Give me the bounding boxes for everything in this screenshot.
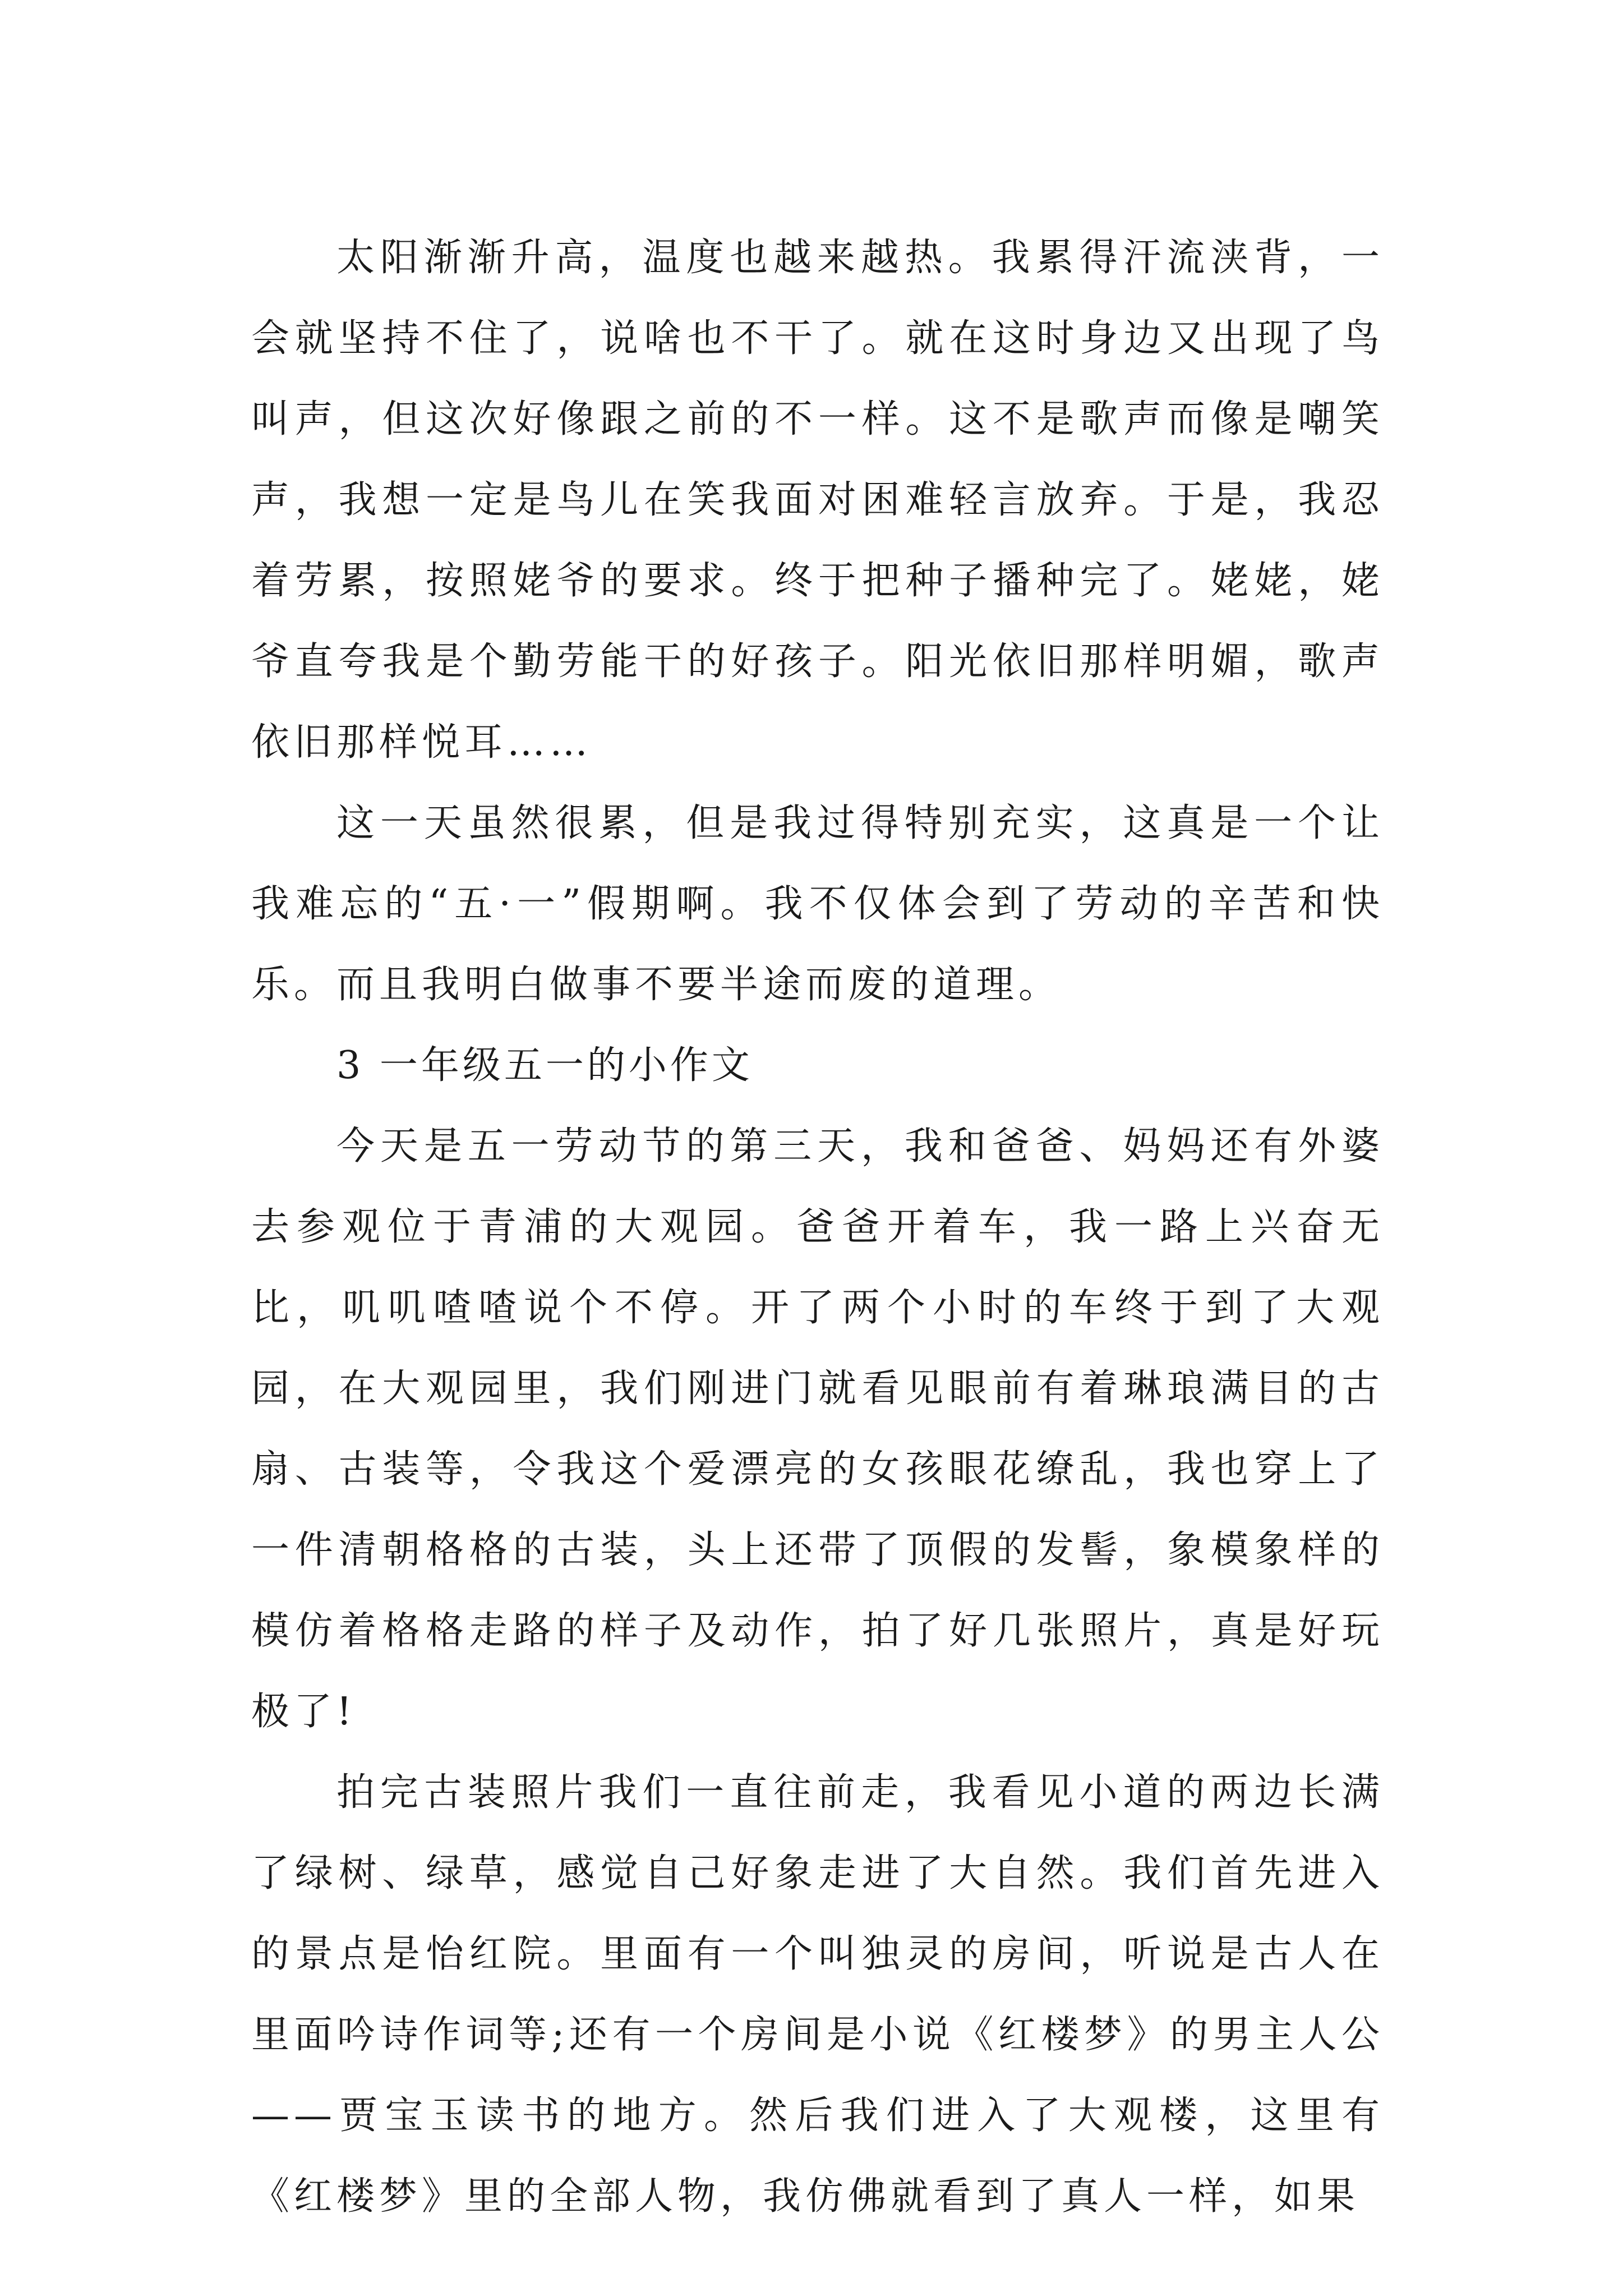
paragraph-holiday-reflection: 这一天虽然很累，但是我过得特别充实，这真是一个让我难忘的“五·一”假期啊。我不仅体会到了劳动的辛苦和快乐。而且我明白做事不要半途而废的道理。 [251, 801, 1384, 1007]
section-heading: 3 一年级五一的小作文 [336, 1043, 753, 1088]
paragraph-sunrise-labor: 太阳渐渐升高，温度也越来越热。我累得汗流浃背，一会就坚持不住了，说啥也不干了。就在这时身边又出现了鸟叫声，但这次好像跟之前的不一样。这不是歌声而像是嘲笑声，我想一定是鸟儿在笑我面对困难轻言放弃。于是，我忍着劳累，按照姥爷的要求。终于把种子播种完了。姥姥，姥爷直夸我是个勤劳能干的好孩子。阳光依旧那样明媚，歌声依旧那样悦耳…… [251, 236, 1384, 765]
paragraph-yihong-courtyard: 拍完古装照片我们一直往前走，我看见小道的两边长满了绿树、绿草，感觉自己好象走进了大自然。我们首先进入的景点是怡红院。里面有一个叫独灵的房间，听说是古人在里面吟诗作词等;还有一个房间是小说《红楼梦》的男主人公——贾宝玉读书的地方。然后我们进入了大观楼，这里有《红楼梦》里的全部人物，我仿佛就看到了真人一样，如果 [251, 1770, 1384, 2219]
document-body [251, 218, 1384, 2237]
paragraph-visit-grand-view-garden: 今天是五一劳动节的第三天，我和爸爸、妈妈还有外婆去参观位于青浦的大观园。爸爸开着车，我一路上兴奋无比，叽叽喳喳说个不停。开了两个小时的车终于到了大观园，在大观园里，我们刚进门就看见眼前有着琳琅满目的古扇、古装等，令我这个爱漂亮的女孩眼花缭乱，我也穿上了一件清朝格格的古装，头上还带了顶假的发髻，象模象样的模仿着格格走路的样子及动作，拍了好几张照片，真是好玩极了! [251, 1124, 1384, 1734]
